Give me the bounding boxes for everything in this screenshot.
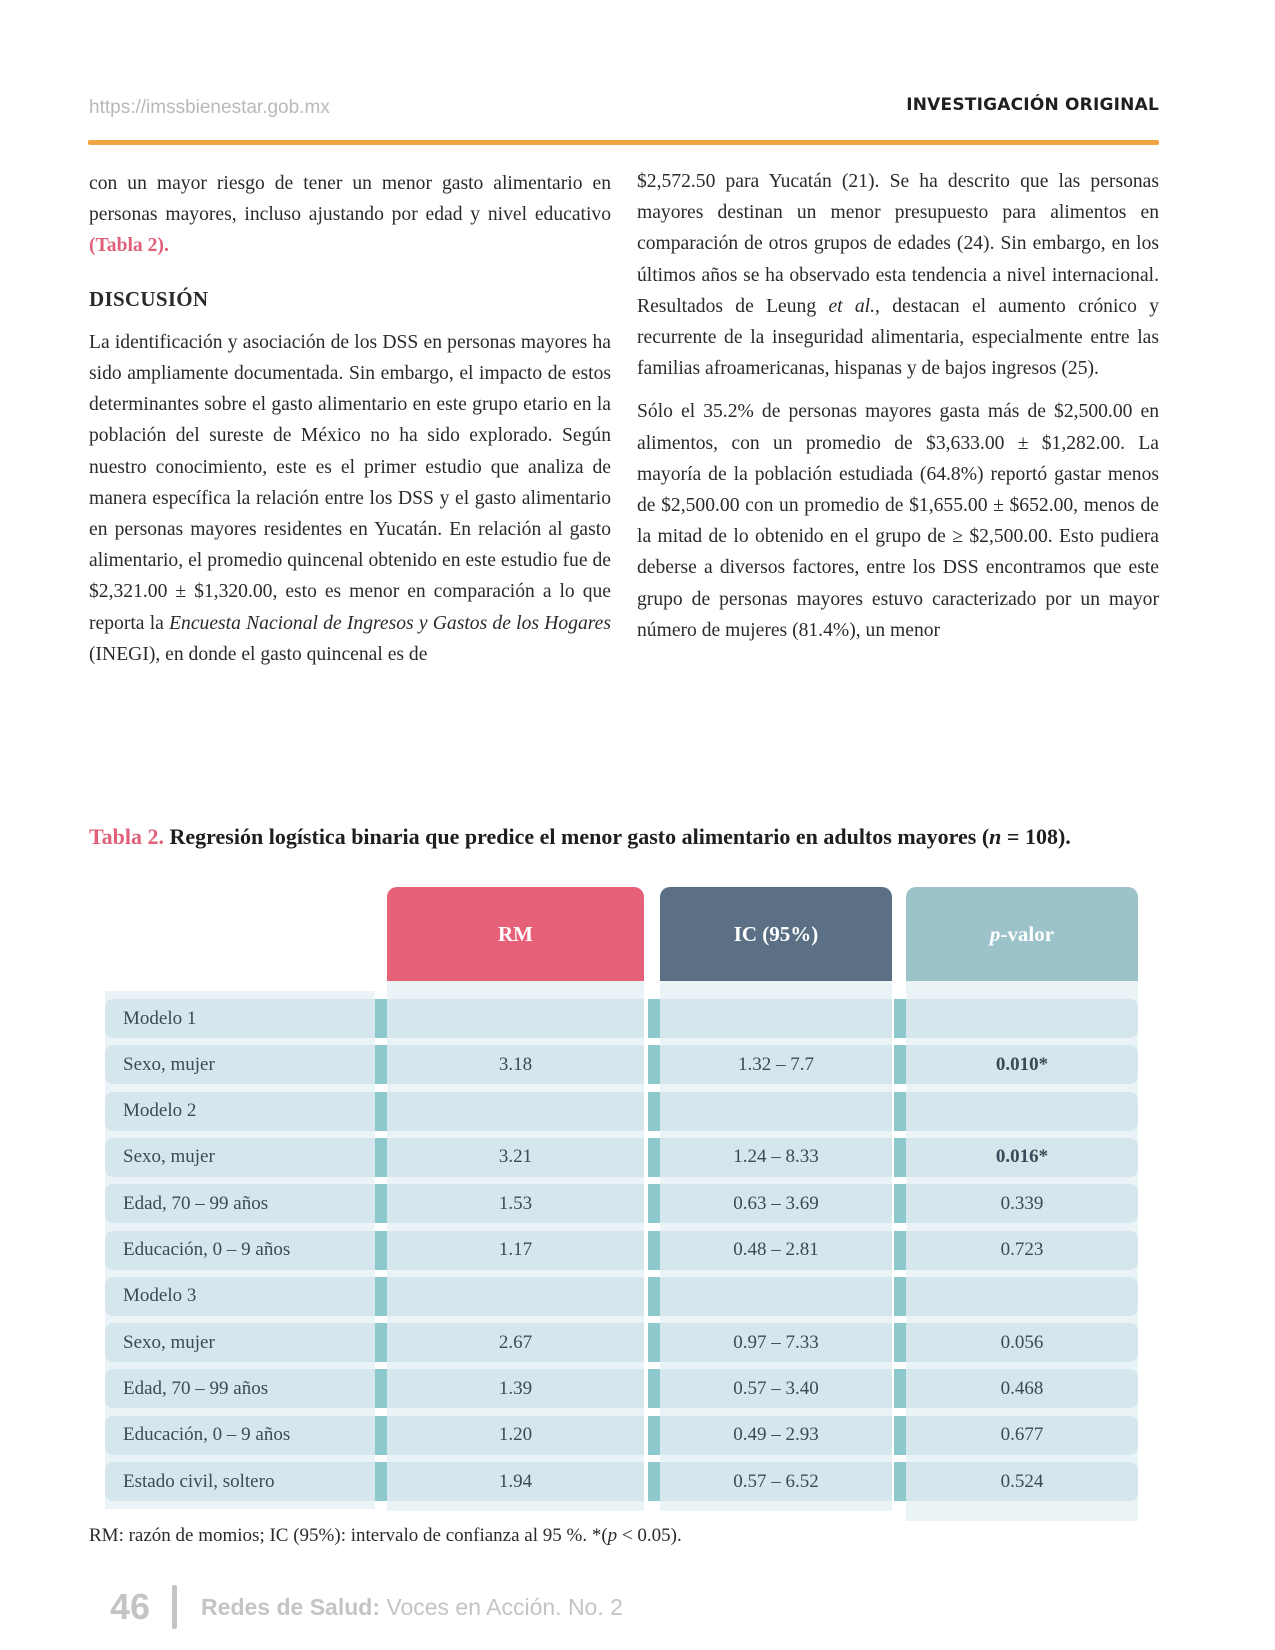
column-separator — [375, 1231, 387, 1270]
p-value: 0.524 — [906, 1462, 1138, 1501]
rm-value — [387, 1092, 644, 1131]
table-caption — [89, 823, 1159, 851]
section-label: INVESTIGACIÓN ORIGINAL — [906, 95, 1159, 115]
paragraph — [637, 166, 1159, 384]
row-label: Edad, 70 – 99 años — [105, 1184, 375, 1223]
p-value: 0.056 — [906, 1323, 1138, 1362]
column-separator — [648, 1092, 660, 1131]
p-value: 0.016* — [906, 1138, 1138, 1177]
column-separator — [648, 1416, 660, 1455]
column-separator — [894, 999, 906, 1038]
paragraph-text: , destacan el aumento crónico y recurrente de la inseguridad alimentaria, especialmente entre las familias afroamericanas, hispanas y de bajos ingresos (25). — [637, 295, 1159, 380]
rm-value: 1.94 — [387, 1462, 644, 1501]
row-label: Educación, 0 – 9 años — [105, 1231, 375, 1270]
left-column — [89, 168, 611, 682]
ic-value: 0.97 – 7.33 — [660, 1323, 892, 1362]
page-footer — [110, 1585, 623, 1629]
row-label: Modelo 1 — [105, 999, 375, 1038]
intro-paragraph — [89, 168, 611, 262]
column-separator — [375, 1369, 387, 1408]
column-separator — [894, 1045, 906, 1084]
table-row — [105, 1323, 1138, 1362]
ic-value: 0.48 – 2.81 — [660, 1231, 892, 1270]
column-separator — [375, 1092, 387, 1131]
footnote-p: p — [607, 1525, 618, 1546]
rm-value: 1.53 — [387, 1184, 644, 1223]
p-value: 0.468 — [906, 1369, 1138, 1408]
et-al: et al. — [828, 295, 876, 317]
column-separator — [375, 1416, 387, 1455]
ic-value — [660, 999, 892, 1038]
p-value: 0.677 — [906, 1416, 1138, 1455]
paragraph-text: (INEGI), en donde el gasto quincenal es de — [89, 643, 428, 665]
column-separator — [375, 1277, 387, 1316]
header-divider — [88, 140, 1159, 145]
column-separator — [648, 1323, 660, 1362]
column-separator — [648, 1045, 660, 1084]
table-row — [105, 1045, 1138, 1084]
caption-text: Regresión logística binaria que predice el menor gasto alimentario en adultos mayores ( — [164, 824, 990, 849]
column-separator — [375, 1045, 387, 1084]
row-label: Estado civil, soltero — [105, 1462, 375, 1501]
table-row — [105, 1231, 1138, 1270]
row-label: Modelo 2 — [105, 1092, 375, 1131]
table-row — [105, 1416, 1138, 1455]
table-row — [105, 1184, 1138, 1223]
column-separator — [894, 1462, 906, 1501]
discussion-paragraph — [89, 327, 611, 670]
column-separator — [894, 1231, 906, 1270]
row-label: Modelo 3 — [105, 1277, 375, 1316]
caption-text: = 108). — [1001, 824, 1071, 849]
journal-issue: Voces en Acción. No. 2 — [379, 1593, 623, 1620]
page-number: 46 — [110, 1586, 151, 1627]
rm-value — [387, 999, 644, 1038]
rm-value: 3.18 — [387, 1045, 644, 1084]
column-separator — [648, 1184, 660, 1223]
table-row — [105, 1277, 1138, 1316]
right-column — [637, 166, 1159, 658]
rm-value: 1.20 — [387, 1416, 644, 1455]
column-separator — [648, 1138, 660, 1177]
column-separator — [894, 1277, 906, 1316]
column-separator — [894, 1369, 906, 1408]
intro-text: con un mayor riesgo de tener un menor gasto alimentario en personas mayores, incluso ajustando por edad y nivel educativo — [89, 173, 611, 226]
rm-value: 1.17 — [387, 1231, 644, 1270]
table-row — [105, 1092, 1138, 1131]
footer-divider — [172, 1585, 177, 1629]
row-label: Sexo, mujer — [105, 1323, 375, 1362]
journal-title — [201, 1594, 623, 1621]
table-row — [105, 999, 1138, 1038]
p-value — [906, 999, 1138, 1038]
column-header-p-value — [906, 887, 1138, 981]
column-separator — [894, 1323, 906, 1362]
table-row — [105, 1462, 1138, 1501]
paragraph: Sólo el 35.2% de personas mayores gasta más de $2,500.00 en alimentos, con un promedio de $3,633.00 ± $1,282.00. La mayoría de la población estudiada (64.8%) reportó gastar menos de $2,500.00 con un promedio de $1,655.00 ± $652.00, menos de la mitad de lo obtenido en el grupo de ≥ $2,500.00. Esto pudiera deberse a diversos factores, entre los DSS encontramos que este grupo de personas mayores estuvo caracterizado por un mayor número de mujeres (81.4%), un menor — [637, 401, 1159, 641]
table-label: Tabla 2. — [89, 824, 165, 849]
column-separator — [375, 1184, 387, 1223]
column-separator — [648, 1231, 660, 1270]
p-value: 0.339 — [906, 1184, 1138, 1223]
paragraph-text: La identificación y asociación de los DSS en personas mayores ha sido ampliamente documentada. Sin embargo, el impacto de estos determinantes sobre el gasto alimentario en este grupo etario en la población del sureste de México no ha sido explorado. Según nuestro conocimiento, este es el primer estudio que analiza de manera específica la relación entre los DSS y el gasto alimentario en personas mayores residentes en Yucatán. En relación al gasto alimentario, el promedio quincenal obtenido en este estudio fue de $2,321.00 ± $1,320.00, esto es menor en comparación a lo que reporta la — [89, 331, 611, 634]
journal-name: Redes de Salud: — [201, 1593, 380, 1620]
ic-value: 0.49 – 2.93 — [660, 1416, 892, 1455]
footnote-text: RM: razón de momios; IC (95%): intervalo de confianza al 95 %. *( — [89, 1525, 608, 1546]
ic-value: 0.57 – 3.40 — [660, 1369, 892, 1408]
column-separator — [375, 1323, 387, 1362]
column-separator — [648, 1369, 660, 1408]
column-separator — [894, 1416, 906, 1455]
header-url: https://imssbienestar.gob.mx — [89, 97, 330, 118]
section-title-discussion: DISCUSIÓN — [89, 286, 209, 311]
column-separator — [894, 1184, 906, 1223]
rm-value: 1.39 — [387, 1369, 644, 1408]
column-separator — [894, 1138, 906, 1177]
table-row — [105, 1369, 1138, 1408]
table-row — [105, 1138, 1138, 1177]
row-label: Sexo, mujer — [105, 1138, 375, 1177]
rm-value: 2.67 — [387, 1323, 644, 1362]
p-symbol: p — [989, 921, 1001, 946]
p-value: 0.723 — [906, 1231, 1138, 1270]
ic-value — [660, 1092, 892, 1131]
column-separator — [375, 999, 387, 1038]
column-separator — [375, 1138, 387, 1177]
header-text: -valor — [1000, 921, 1055, 946]
p-value — [906, 1092, 1138, 1131]
ic-value — [660, 1277, 892, 1316]
footnote-text: < 0.05). — [617, 1525, 682, 1546]
rm-value — [387, 1277, 644, 1316]
ic-value: 0.63 – 3.69 — [660, 1184, 892, 1223]
p-value — [906, 1277, 1138, 1316]
column-separator — [894, 1092, 906, 1131]
column-header-rm: RM — [387, 887, 644, 981]
ic-value: 1.32 – 7.7 — [660, 1045, 892, 1084]
column-separator — [648, 999, 660, 1038]
ic-value: 1.24 – 8.33 — [660, 1138, 892, 1177]
row-label: Edad, 70 – 99 años — [105, 1369, 375, 1408]
table-reference-link[interactable]: (Tabla 2). — [89, 235, 169, 257]
column-separator — [375, 1462, 387, 1501]
caption-n: n — [989, 824, 1002, 849]
column-separator — [648, 1462, 660, 1501]
column-header-ic: IC (95%) — [660, 887, 892, 981]
survey-name: Encuesta Nacional de Ingresos y Gastos de los Hogares — [169, 612, 611, 634]
table-footnote — [89, 1525, 682, 1547]
column-separator — [648, 1277, 660, 1316]
row-label: Educación, 0 – 9 años — [105, 1416, 375, 1455]
paragraph-text: $2,572.50 para Yucatán (21). Se ha descrito que las personas mayores destinan un menor presupuesto para alimentos en comparación de otros grupos de edades (24). Sin embargo, en los últimos años se ha observado esta tendencia a nivel internacional. Resultados de Leung — [637, 171, 1159, 317]
rm-value: 3.21 — [387, 1138, 644, 1177]
p-value: 0.010* — [906, 1045, 1138, 1084]
row-label: Sexo, mujer — [105, 1045, 375, 1084]
ic-value: 0.57 – 6.52 — [660, 1462, 892, 1501]
